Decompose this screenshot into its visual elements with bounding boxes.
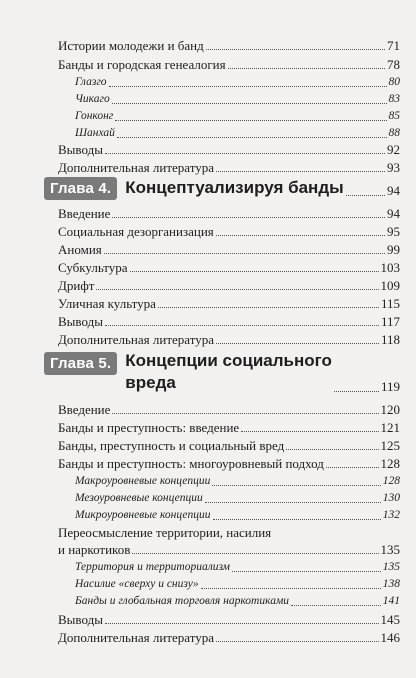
- toc-entry-title: Банды и преступность: введение: [58, 420, 240, 435]
- toc-entry[interactable]: [58, 525, 400, 540]
- toc-entry-page: 71: [387, 38, 400, 53]
- toc-entry-title: Мезоуровневые концепции: [75, 492, 203, 504]
- leader-dots: [213, 518, 381, 520]
- toc-entry-title: Микроуровневые концепции: [75, 509, 211, 521]
- toc-entry-title: Субкультура: [58, 260, 128, 275]
- leader-dots: [291, 604, 381, 606]
- toc-entry-page: 135: [382, 561, 400, 573]
- toc-entry-title: Банды и преступность: многоуровневый подход: [58, 456, 324, 471]
- leader-dots: [158, 306, 379, 308]
- toc-entry-title: Выводы: [58, 612, 103, 627]
- toc-subentry[interactable]: [75, 491, 400, 506]
- toc-entry-page: 95: [387, 224, 400, 239]
- toc-entry-title: Уличная культура: [58, 296, 156, 311]
- leader-dots: [115, 119, 386, 121]
- toc-entry-page: 94: [387, 206, 400, 221]
- toc-entry-page: 128: [382, 475, 400, 487]
- toc-entry-page: 121: [380, 420, 400, 435]
- toc-entry-title: Гонконг: [75, 110, 114, 122]
- chapter-page: 94: [387, 183, 400, 198]
- toc-entry-page: 118: [380, 332, 400, 347]
- leader-dots: [112, 412, 378, 414]
- toc-entry[interactable]: [58, 260, 400, 275]
- toc-entry-page: 128: [380, 456, 400, 471]
- toc-entry-page: 109: [380, 278, 400, 293]
- toc-entry[interactable]: [58, 420, 400, 435]
- toc-subentry[interactable]: [75, 594, 400, 609]
- chapter-title-line-2: вреда: [125, 373, 176, 392]
- chapter-badge: Глава 4.: [44, 177, 117, 200]
- leader-dots: [346, 195, 385, 196]
- toc-entry-title: Дополнительная литература: [58, 630, 214, 645]
- toc-entry[interactable]: [58, 612, 400, 627]
- leader-dots: [286, 448, 378, 450]
- toc-entry-title: Введение: [58, 206, 111, 221]
- toc-subentry[interactable]: [75, 577, 400, 592]
- toc-entry-page: 138: [382, 578, 400, 590]
- toc-entry-title: Банды, преступность и социальный вред: [58, 438, 285, 453]
- leader-dots: [205, 501, 381, 503]
- toc-entry-page: 115: [380, 296, 400, 311]
- toc-entry-page: 132: [382, 509, 400, 521]
- toc-entry-title: Шанхай: [75, 127, 115, 139]
- toc-entry[interactable]: [58, 332, 400, 347]
- leader-dots: [216, 342, 379, 344]
- leader-dots: [206, 48, 385, 50]
- toc-subentry[interactable]: [75, 560, 400, 575]
- leader-dots: [241, 430, 378, 432]
- toc-entry-page: 135: [380, 542, 400, 557]
- leader-dots: [112, 102, 387, 104]
- toc-entry-title: Дополнительная литература: [58, 160, 214, 175]
- toc-entry-page: 88: [388, 127, 400, 139]
- toc-entry[interactable]: [58, 242, 400, 257]
- toc-entry[interactable]: [58, 438, 400, 453]
- toc-entry-page: 78: [387, 57, 400, 72]
- toc-entry-title: Глазго: [75, 76, 107, 88]
- toc-entry-title: Истории молодежи и банд: [58, 38, 204, 53]
- toc-entry[interactable]: [58, 314, 400, 329]
- leader-dots: [212, 484, 380, 486]
- leader-dots: [232, 570, 381, 572]
- toc-entry-page: 117: [380, 314, 400, 329]
- leader-dots: [132, 552, 378, 554]
- toc-subentry[interactable]: [75, 75, 400, 90]
- toc-entry[interactable]: [58, 630, 400, 645]
- chapter-title: [125, 350, 332, 394]
- toc-entry[interactable]: [58, 402, 400, 417]
- leader-dots: [334, 391, 379, 392]
- toc-entry[interactable]: [58, 542, 400, 557]
- toc-entry-title: Дополнительная литература: [58, 332, 214, 347]
- toc-entry-title: Выводы: [58, 142, 103, 157]
- chapter-page: 119: [380, 379, 400, 394]
- chapter-5-heading[interactable]: [44, 350, 400, 398]
- toc-entry-page: 141: [382, 595, 400, 607]
- leader-dots: [201, 587, 381, 589]
- leader-dots: [130, 270, 379, 272]
- toc-entry[interactable]: [58, 456, 400, 471]
- toc-entry-page: 93: [387, 160, 400, 175]
- chapter-4-heading[interactable]: [44, 174, 400, 202]
- toc-entry-title: Чикаго: [75, 93, 110, 105]
- chapter-badge: Глава 5.: [44, 352, 117, 375]
- toc-entry-page: 145: [380, 612, 400, 627]
- toc-subentry[interactable]: [75, 109, 400, 124]
- toc-entry-page: 146: [380, 630, 400, 645]
- toc-entry[interactable]: [58, 206, 400, 221]
- toc-entry-title: Банды и городская генеалогия: [58, 57, 226, 72]
- toc-entry-page: 99: [387, 242, 400, 257]
- toc-entry-page: 80: [388, 76, 400, 88]
- toc-entry-title: Дрифт: [58, 278, 95, 293]
- leader-dots: [216, 170, 385, 172]
- toc-entry-page: 85: [388, 110, 400, 122]
- leader-dots: [105, 324, 379, 326]
- toc-subentry[interactable]: [75, 474, 400, 489]
- toc-entry-page: 130: [382, 492, 400, 504]
- leader-dots: [216, 640, 379, 642]
- leader-dots: [117, 136, 387, 138]
- toc-entry[interactable]: [58, 278, 400, 293]
- toc-entry-title: Банды и глобальная торговля наркотиками: [75, 595, 290, 607]
- leader-dots: [105, 152, 385, 154]
- toc-entry-title: Переосмысление территории, насилия: [58, 525, 272, 540]
- toc-entry-page: 83: [388, 93, 400, 105]
- toc-entry-title-cont: и наркотиков: [58, 542, 131, 557]
- toc-entry-title: Аномия: [58, 242, 102, 257]
- chapter-title: Концептуализируя банды: [125, 178, 344, 197]
- toc-subentry[interactable]: [75, 508, 400, 523]
- toc-entry-page: 92: [387, 142, 400, 157]
- toc-entry[interactable]: [58, 224, 400, 239]
- toc-entry[interactable]: [58, 57, 400, 72]
- leader-dots: [109, 85, 387, 87]
- toc-entry-title: Насилие «сверху и снизу»: [75, 578, 199, 590]
- leader-dots: [104, 252, 385, 254]
- toc-subentry[interactable]: [75, 92, 400, 107]
- toc-entry-title: Макроуровневые концепции: [75, 475, 211, 487]
- leader-dots: [216, 234, 385, 236]
- leader-dots: [228, 67, 385, 69]
- chapter-title-line-1: Концепции социального: [125, 351, 332, 370]
- toc-entry-title: Территория и территориализм: [75, 561, 231, 573]
- leader-dots: [96, 288, 378, 290]
- toc-entry-title: Введение: [58, 402, 111, 417]
- leader-dots: [326, 466, 379, 468]
- toc-entry-title: Социальная дезорганизация: [58, 224, 214, 239]
- leader-dots: [105, 622, 379, 624]
- toc-subentry[interactable]: [75, 126, 400, 141]
- toc-entry[interactable]: [58, 142, 400, 157]
- toc-entry-title: Выводы: [58, 314, 103, 329]
- toc-entry[interactable]: [58, 38, 400, 53]
- leader-dots: [112, 216, 385, 218]
- toc-entry[interactable]: [58, 296, 400, 311]
- toc-entry-page: 120: [380, 402, 400, 417]
- toc-entry-page: 125: [380, 438, 400, 453]
- toc-entry[interactable]: [58, 160, 400, 175]
- toc-entry-page: 103: [380, 260, 400, 275]
